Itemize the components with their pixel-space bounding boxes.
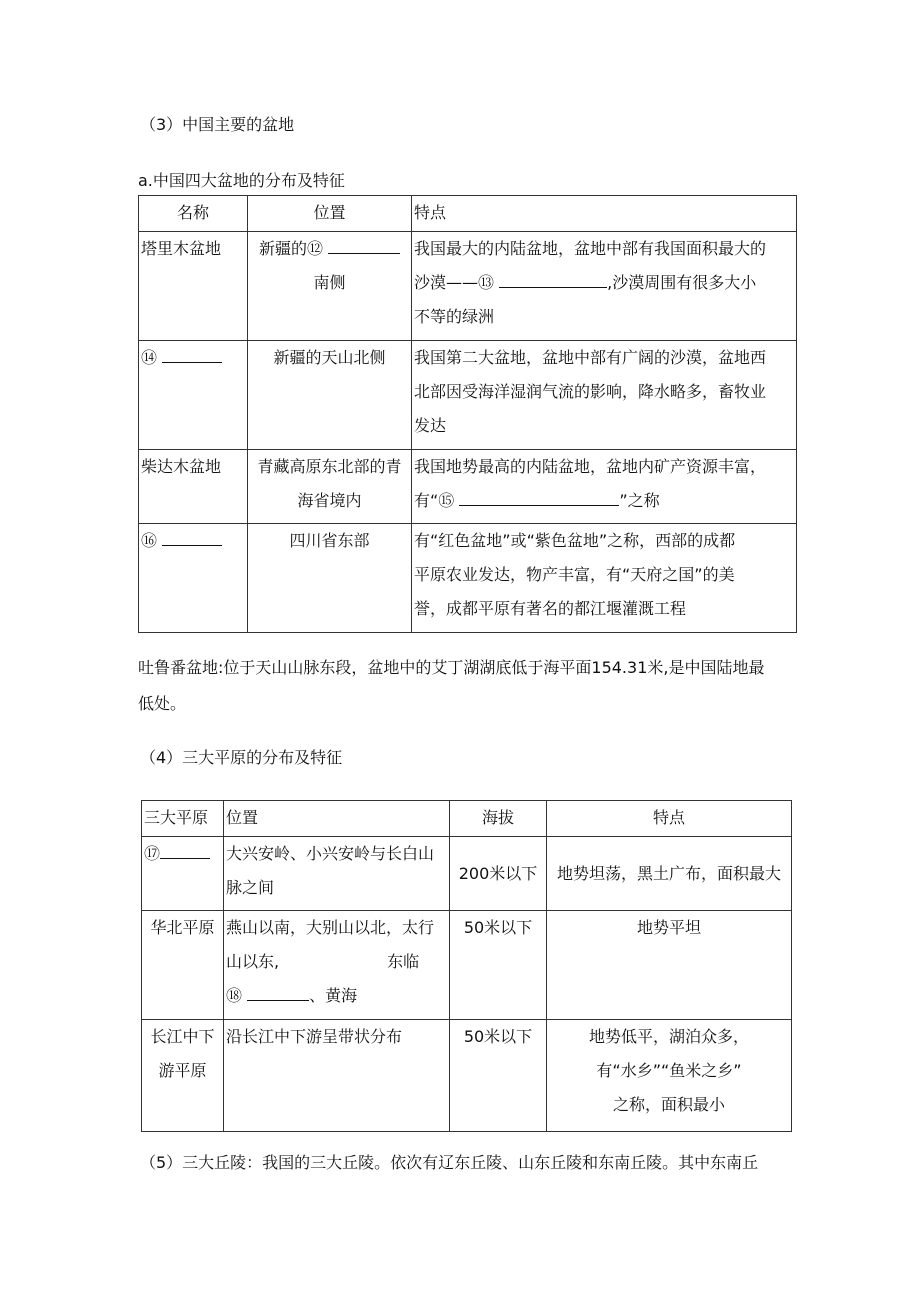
header-feature: 特点 <box>547 801 792 837</box>
basin-location <box>248 450 412 524</box>
location-line: 燕山以南，大别山以北，太行 <box>226 918 435 937</box>
feature-line: 之称，面积最小 <box>612 1095 725 1114</box>
answer-blank-12[interactable] <box>328 233 400 254</box>
feature-line: 有“红色盆地”或“紫色盆地”之称，西部的成都 <box>414 531 736 550</box>
location-line: 海省境内 <box>297 491 362 510</box>
location-line: 、黄海 <box>309 986 358 1005</box>
question-marker: ⑱ <box>226 986 243 1005</box>
answer-blank-18[interactable] <box>247 980 309 1001</box>
location-line: 山以东, <box>226 952 280 971</box>
feature-line: 平原农业发达，物产丰富，有“天府之国”的美 <box>414 565 735 584</box>
section3-heading: （3）中国主要的盆地 <box>140 115 295 134</box>
table-header-row <box>139 196 797 232</box>
location-line: 青藏高原东北部的青 <box>257 457 402 476</box>
plain-name <box>142 1020 224 1132</box>
feature-line: 我国第二大盆地，盆地中部有广阔的沙漠，盆地西 <box>414 348 767 367</box>
location-prefix: 新疆的⑫ <box>258 239 323 258</box>
feature-line: 有“⑮ <box>414 491 455 510</box>
feature-line: 我国地势最高的内陆盆地，盆地内矿产资源丰富， <box>414 457 767 476</box>
plain-altitude: 50米以下 <box>450 1020 547 1132</box>
header-name: 名称 <box>139 196 248 232</box>
basin-feature <box>412 341 797 450</box>
feature-line: 发达 <box>414 416 447 435</box>
feature-line: 不等的绿洲 <box>414 307 495 326</box>
table-header-row <box>142 801 792 837</box>
plain-name <box>142 837 224 911</box>
header-location: 位置 <box>248 196 412 232</box>
header-location: 位置 <box>224 801 450 837</box>
basin-name: 柴达木盆地 <box>139 450 248 524</box>
answer-blank-15[interactable] <box>459 485 619 506</box>
question-marker: ⑭ <box>141 348 158 367</box>
basin-feature <box>412 524 797 633</box>
table-row <box>139 450 797 524</box>
location-line: 东临 <box>387 952 420 971</box>
feature-line: 有“水乡”“鱼米之乡” <box>596 1061 742 1080</box>
location-suffix: 南侧 <box>313 273 346 292</box>
plain-location: 沿长江中下游呈带状分布 <box>224 1020 450 1132</box>
name-line: 长江中下 <box>150 1027 215 1046</box>
paragraph-line: 吐鲁番盆地:位于天山山脉东段，盆地中的艾丁湖湖底低于海平面154.31米,是中国陆地最 <box>138 658 765 677</box>
plain-altitude: 200米以下 <box>450 837 547 911</box>
answer-blank-14[interactable] <box>162 342 222 363</box>
section5-paragraph: （5）三大丘陵：我国的三大丘陵。依次有辽东丘陵、山东丘陵和东南丘陵。其中东南丘 <box>140 1153 759 1172</box>
feature-line: 地势低平，湖泊众多， <box>588 1027 749 1046</box>
question-marker: ⑰ <box>144 844 161 863</box>
plain-feature <box>547 1020 792 1132</box>
table-row <box>139 341 797 450</box>
paragraph-line: 低处。 <box>138 694 187 713</box>
header-feature: 特点 <box>412 196 797 232</box>
table-row <box>142 911 792 1020</box>
table-row <box>139 524 797 633</box>
answer-blank-13[interactable] <box>499 267 607 288</box>
turpan-paragraph <box>138 650 764 722</box>
plain-name: 华北平原 <box>142 911 224 1020</box>
feature-line: 北部因受海洋湿润气流的影响，降水略多，畜牧业 <box>414 382 767 401</box>
basin-location: 新疆的天山北侧 <box>248 341 412 450</box>
plain-location <box>224 837 450 911</box>
header-name: 三大平原 <box>142 801 224 837</box>
feature-line: ,沙漠周围有很多大小 <box>607 273 757 292</box>
basin-name <box>139 341 248 450</box>
plain-feature: 地势坦荡，黑土广布，面积最大 <box>547 837 792 911</box>
question-marker: ⑯ <box>141 531 158 550</box>
answer-blank-16[interactable] <box>162 525 222 546</box>
basin-feature <box>412 232 797 341</box>
basin-feature <box>412 450 797 524</box>
feature-line: ”之称 <box>619 491 660 510</box>
location-line: 大兴安岭、小兴安岭与长白山 <box>226 844 435 863</box>
basin-name <box>139 524 248 633</box>
answer-blank-17[interactable] <box>160 838 210 859</box>
feature-line: 沙漠——⑬ <box>414 273 495 292</box>
basin-location: 四川省东部 <box>248 524 412 633</box>
plain-altitude: 50米以下 <box>450 911 547 1020</box>
basin-name: 塔里木盆地 <box>139 232 248 341</box>
header-altitude: 海拔 <box>450 801 547 837</box>
name-line: 游平原 <box>158 1061 207 1080</box>
feature-line: 誉，成都平原有著名的都江堰灌溉工程 <box>414 599 687 618</box>
plain-location <box>224 911 450 1020</box>
plain-feature: 地势平坦 <box>547 911 792 1020</box>
basin-table <box>138 195 797 633</box>
table-row <box>139 232 797 341</box>
location-line: 脉之间 <box>226 878 275 897</box>
table-row <box>142 1020 792 1132</box>
table-row <box>142 837 792 911</box>
basin-location <box>248 232 412 341</box>
feature-line: 我国最大的内陆盆地，盆地中部有我国面积最大的 <box>414 239 767 258</box>
plains-table <box>141 800 792 1132</box>
section4-heading: （4）三大平原的分布及特征 <box>140 748 343 767</box>
basin-table-caption: a.中国四大盆地的分布及特征 <box>138 171 345 190</box>
